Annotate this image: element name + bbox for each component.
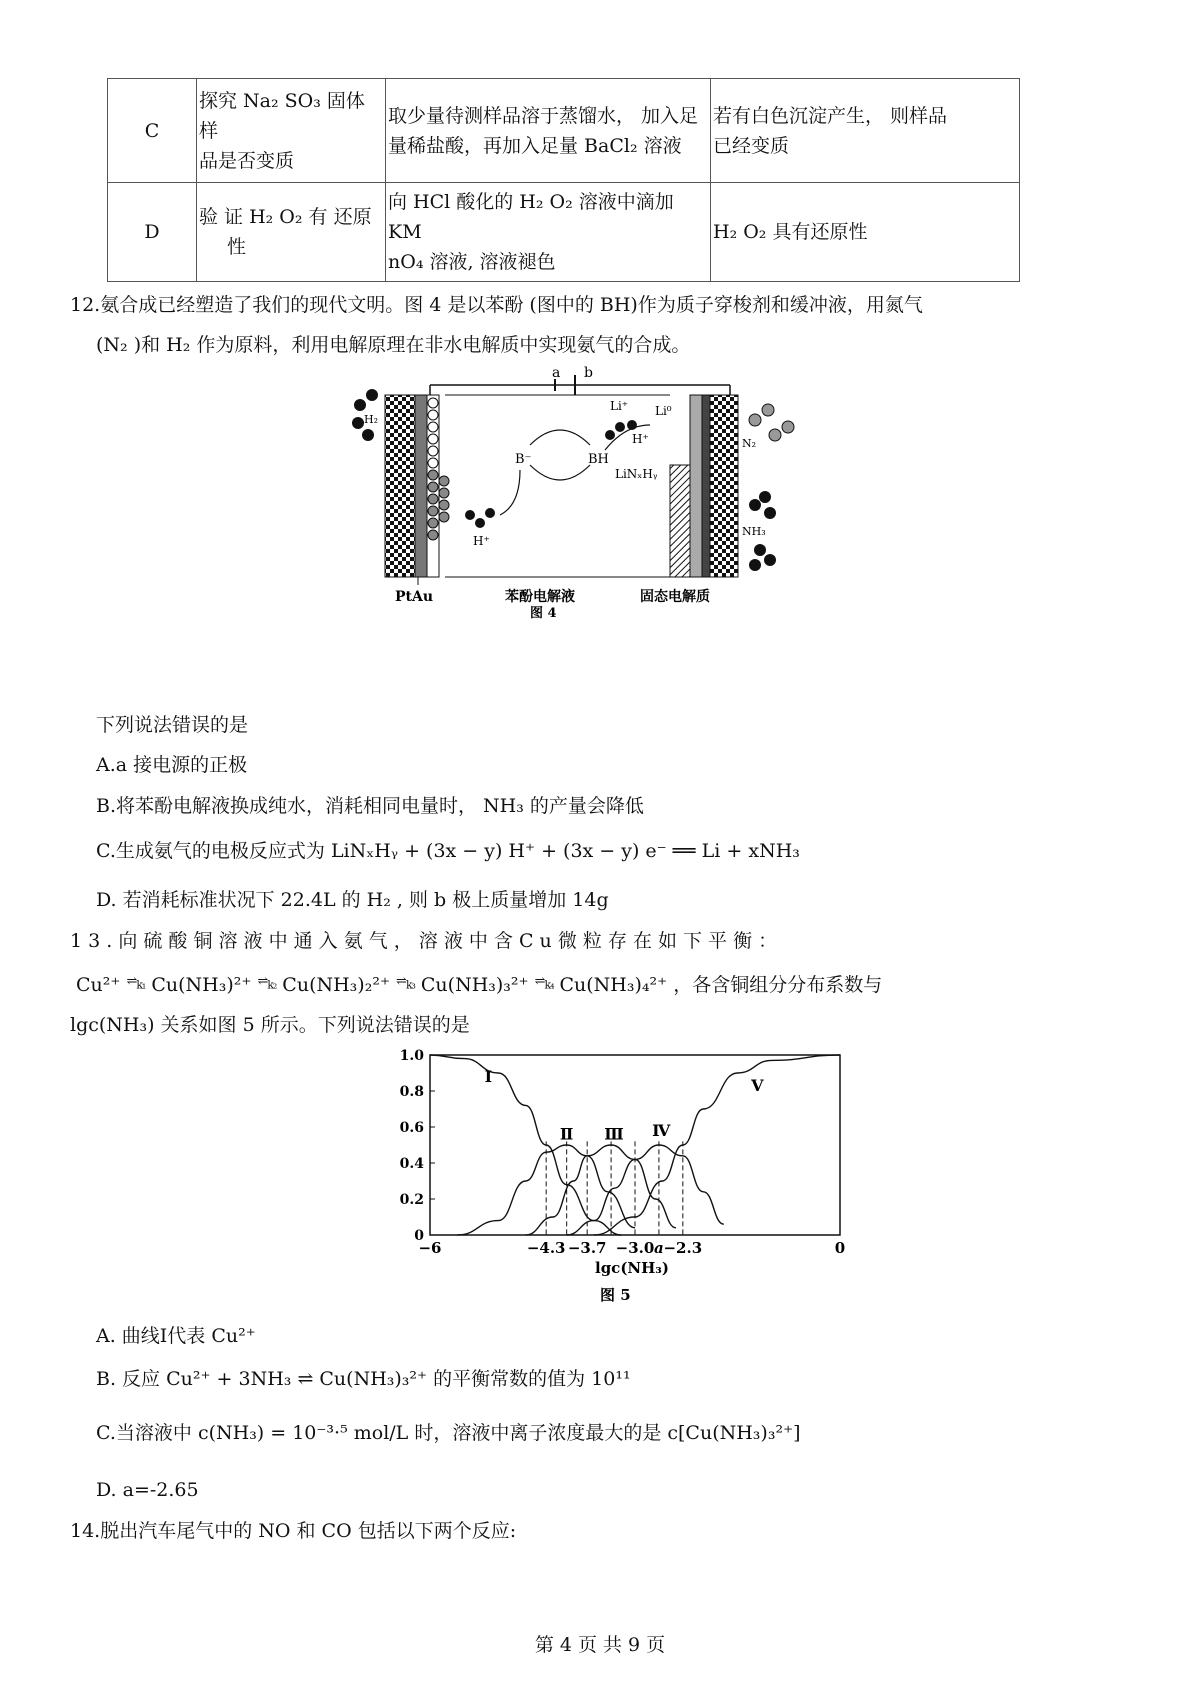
x-tick-label: a xyxy=(654,1239,664,1257)
x-axis-label: lgc(NH₃) xyxy=(595,1259,669,1277)
q13-option-c: C.当溶液中 c(NH₃) = 10⁻³·⁵ mol/L 时，溶液中离子浓度最大的是 c[Cu(NH₃)₃²⁺] xyxy=(96,1422,801,1444)
label-nh3: NH₃ xyxy=(742,525,766,538)
label-li-plus: Li⁺ xyxy=(610,399,629,413)
equilibrium-arrow: $\rightleftharpoons_{k_4}$ xyxy=(534,974,554,992)
species-cu-nh3-1: Cu(NH₃)²⁺ xyxy=(151,974,252,996)
label-li0: Li⁰ xyxy=(655,404,672,418)
cell-line: 品是否变质 xyxy=(199,149,295,172)
series-curve-Ⅰ xyxy=(430,1055,624,1235)
species-cu-nh3-4: Cu(NH₃)₄²⁺ xyxy=(559,974,668,996)
y-tick-label: 0 xyxy=(414,1228,424,1244)
cell-line: 若有白色沉淀产生， 则样品 xyxy=(713,104,948,127)
option-cell: C xyxy=(108,79,197,183)
x-tick-label: −3.0 xyxy=(615,1239,655,1257)
label-solid-electrolyte: 固态电解质 xyxy=(640,589,710,605)
q12-option-b: B.将苯酚电解液换成纯水，消耗相同电量时， NH₃ 的产量会降低 xyxy=(96,795,644,817)
figure-5-chart xyxy=(385,1045,855,1310)
label-bh: BH xyxy=(588,452,609,467)
q12-prompt: 下列说法错误的是 xyxy=(96,714,249,736)
series-label: Ⅴ xyxy=(751,1076,764,1095)
series-label: Ⅰ xyxy=(484,1067,493,1086)
label-b-minus: B⁻ xyxy=(515,452,532,467)
equilibrium-arrow: $\rightleftharpoons_{k_1}$ xyxy=(126,974,146,992)
figure-4-caption: 图 4 xyxy=(530,606,557,621)
q12-option-d: D. 若消耗标准状况下 22.4L 的 H₂ , 则 b 极上质量增加 14g xyxy=(96,889,609,911)
q12-stem-line1: 12.氨合成已经塑造了我们的现代文明。图 4 是以苯酚 (图中的 BH)作为质子穿梭剂和缓冲液，用氮气 xyxy=(70,294,923,316)
cell-line: 探究 Na₂ SO₃ 固体样 xyxy=(199,89,365,142)
equilibrium-arrow: $\rightleftharpoons_{k_3}$ xyxy=(396,974,415,992)
cell-line: 已经变质 xyxy=(713,134,790,157)
x-tick-label: −2.3 xyxy=(663,1239,703,1257)
y-tick-label: 0.6 xyxy=(399,1120,424,1136)
cell-line: 向 HCl 酸化的 H₂ O₂ 溶液中滴加 KM xyxy=(388,191,674,243)
y-tick-label: 0.4 xyxy=(399,1156,424,1172)
cell-line: 量稀盐酸，再加入足量 BaCl₂ 溶液 xyxy=(388,134,682,157)
label-linxhy: LiNₓHᵧ xyxy=(615,467,658,481)
species-cu: Cu²⁺ xyxy=(76,974,121,996)
right-electrode xyxy=(710,395,738,577)
operation-cell xyxy=(386,79,711,183)
purpose-cell xyxy=(197,183,386,282)
equilibrium-tail: ，各含铜组分分布系数与 xyxy=(673,974,883,996)
series-label: Ⅱ xyxy=(559,1124,574,1144)
page-footer: 第 4 页 共 9 页 xyxy=(534,1634,666,1656)
cell-line: 取少量待测样品溶于蒸馏水， 加入足 xyxy=(388,104,699,127)
conclusion-cell xyxy=(711,79,1020,183)
q13-option-a: A. 曲线Ⅰ代表 Cu²⁺ xyxy=(96,1325,256,1347)
series-label: Ⅲ xyxy=(604,1124,624,1144)
figure-4-diagram xyxy=(364,365,830,621)
q13-option-d: D. a=-2.65 xyxy=(96,1479,199,1501)
q13-option-b: B. 反应 Cu²⁺ + 3NH₃ ⇌ Cu(NH₃)₃²⁺ 的平衡常数的值为 10¹¹ xyxy=(96,1368,631,1390)
label-h-plus-right: H⁺ xyxy=(632,432,649,446)
left-electrode xyxy=(385,395,415,577)
species-cu-nh3-3: Cu(NH₃)₃²⁺ xyxy=(420,974,529,996)
label-n2: N₂ xyxy=(742,437,757,450)
solid-electrolyte xyxy=(690,395,702,577)
linxhy-layer xyxy=(670,465,690,577)
y-tick-label: 1.0 xyxy=(399,1048,424,1064)
label-h-plus-left: H⁺ xyxy=(473,534,490,548)
q12-option-c: C.生成氨气的电极反应式为 LiNₓHᵧ + (3x − y) H⁺ + (3x − y) e⁻ ══ Li + xNH₃ xyxy=(96,840,800,862)
figure-5-caption: 图 5 xyxy=(600,1286,631,1304)
q12-stem-line2: (N₂ )和 H₂ 作为原料，利用电解原理在非水电解质中实现氨气的合成。 xyxy=(96,334,691,356)
conclusion-cell xyxy=(711,183,1020,282)
y-tick-label: 0.2 xyxy=(399,1192,424,1208)
x-tick-label: 0 xyxy=(834,1239,846,1257)
series-curve-Ⅳ xyxy=(567,1145,724,1235)
series-label: Ⅳ xyxy=(652,1121,671,1140)
q14-stem: 14.脱出汽车尾气中的 NO 和 CO 包括以下两个反应: xyxy=(70,1520,517,1542)
cell-line: nO₄ 溶液, 溶液褪色 xyxy=(388,251,556,273)
label-a: a xyxy=(552,365,561,381)
equilibrium-arrow: $\rightleftharpoons_{k_2}$ xyxy=(257,974,277,992)
option-cell: D xyxy=(108,183,197,282)
purpose-cell xyxy=(197,79,386,183)
label-h2: H₂ xyxy=(364,413,379,426)
cell-line: 性 xyxy=(227,236,247,258)
label-ptau: PtAu xyxy=(395,589,434,605)
table-row xyxy=(108,79,1020,183)
operation-cell xyxy=(386,183,711,282)
q13-equilibrium xyxy=(76,970,882,997)
table-row xyxy=(108,183,1020,282)
x-tick-label: −4.3 xyxy=(526,1239,566,1257)
label-electrolyte: 苯酚电解液 xyxy=(505,589,575,605)
x-tick-label: −3.7 xyxy=(567,1239,607,1257)
cell-line: H₂ O₂ 具有还原性 xyxy=(713,221,868,243)
experiment-table xyxy=(107,78,1020,282)
series-curve-Ⅴ xyxy=(594,1055,840,1235)
species-cu-nh3-2: Cu(NH₃)₂²⁺ xyxy=(282,974,390,996)
q13-stem-line1: 1 3 . 向 硫 酸 铜 溶 液 中 通 入 氨 气 ， 溶 液 中 含 C u 微 粒 存 在 如 下 平 衡 ： xyxy=(70,930,778,952)
x-tick-label: −6 xyxy=(418,1239,442,1257)
q13-stem-line3: lgc(NH₃) 关系如图 5 所示。下列说法错误的是 xyxy=(70,1014,470,1036)
cell-line: 验 证 H₂ O₂ 有 还原 xyxy=(199,206,372,228)
q12-option-a: A.a 接电源的正极 xyxy=(96,754,248,776)
label-b: b xyxy=(584,365,593,381)
y-tick-label: 0.8 xyxy=(399,1084,424,1100)
